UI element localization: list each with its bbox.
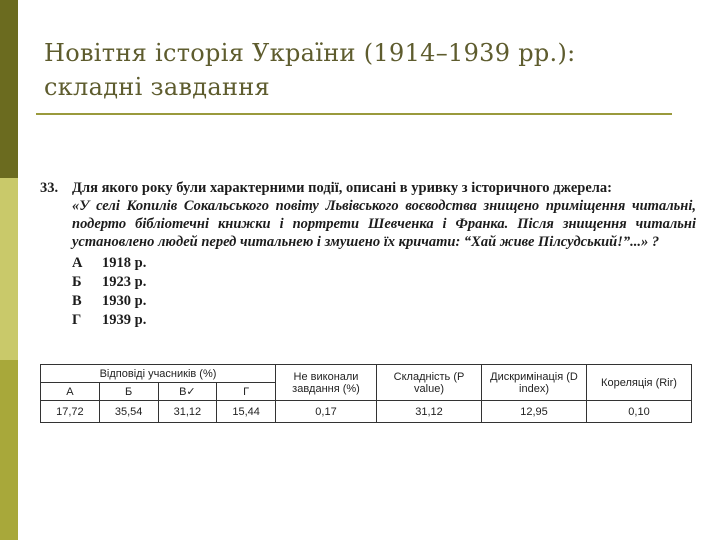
answers-group-header: Відповіді учасників (%) xyxy=(41,365,276,383)
question-number: 33. xyxy=(40,180,59,196)
answer-header-g: Г xyxy=(217,383,276,401)
results-table xyxy=(40,364,692,423)
answer-value-g: 15,44 xyxy=(217,401,276,423)
option-letter: В xyxy=(72,293,82,309)
slide-title-line-1: Новітня історія України (1914–1939 рр.): xyxy=(44,39,576,67)
option-a xyxy=(72,254,696,273)
option-letter: А xyxy=(72,255,83,271)
answer-value-b: 35,54 xyxy=(99,401,158,423)
difficulty-value: 31,12 xyxy=(377,401,482,423)
option-letter: Б xyxy=(72,274,82,290)
option-letter: Г xyxy=(72,312,82,328)
sidebar-accent-light xyxy=(0,178,18,360)
correlation-header: Кореляція (Rir) xyxy=(587,365,692,401)
discrimination-value: 12,95 xyxy=(482,401,587,423)
option-text: 1923 р. xyxy=(102,274,147,290)
sidebar-accent-mid xyxy=(0,360,18,540)
answer-header-b: Б xyxy=(99,383,158,401)
answer-options xyxy=(72,254,696,330)
answer-header-v: В✓ xyxy=(158,383,217,401)
option-text: 1930 р. xyxy=(102,293,147,309)
option-text: 1918 р. xyxy=(102,255,147,271)
question-block xyxy=(40,180,696,330)
option-text: 1939 р. xyxy=(102,312,147,328)
question-quote: «У селі Копилів Сокальського повіту Львівського воєводства знищено приміщення читальні, подерто бібліотечні книжки і портрети Шевченка і Франка. Після знищення читальні установлено людей перед читальнею і змушено їх кричати: “Хай живе Пілсудський!”...» ? xyxy=(72,198,696,250)
answer-value-v: 31,12 xyxy=(158,401,217,423)
discrimination-header: Дискримінація (D index) xyxy=(482,365,587,401)
slide-title-line-2: складні завдання xyxy=(44,73,271,101)
not-completed-header: Не виконали завдання (%) xyxy=(276,365,377,401)
answer-header-a: А xyxy=(41,383,100,401)
option-v xyxy=(72,292,696,311)
option-g xyxy=(72,311,696,330)
not-completed-value: 0,17 xyxy=(276,401,377,423)
question-lead: Для якого року були характерними події, описані в уривку з історичного джерела: xyxy=(72,180,612,196)
title-divider xyxy=(36,113,672,115)
correlation-value: 0,10 xyxy=(587,401,692,423)
sidebar-accent-dark xyxy=(0,0,18,178)
slide-title xyxy=(44,36,684,104)
difficulty-header: Складність (P value) xyxy=(377,365,482,401)
question-header xyxy=(40,180,696,197)
option-b xyxy=(72,273,696,292)
answer-value-a: 17,72 xyxy=(41,401,100,423)
